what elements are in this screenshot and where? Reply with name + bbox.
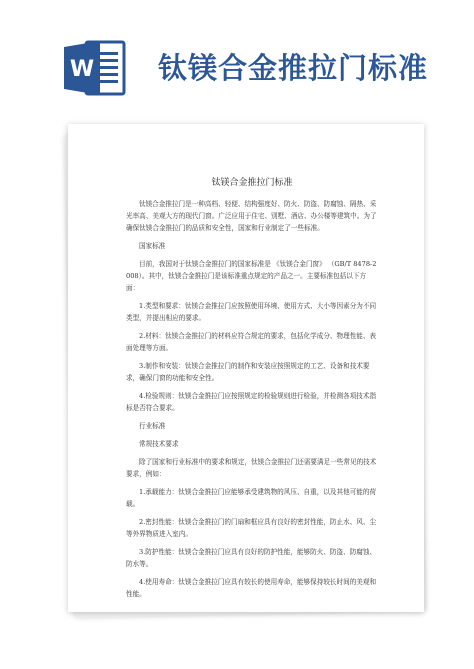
list-item-load: 1.承载能力：钛镁合金推拉门应能够承受建筑物的风压、自重，以及其他可能的荷载。 (126, 488, 377, 508)
paragraph-intro: 钛镁合金推拉门是一种高档、轻便、结构强度好、防火、防盗、防腐蚀、隔热、采光率高、美观大方的现代门窗。广泛应用于住宅、别墅、酒店、办公楼等建筑中。为了确保钛镁合金推拉门的品质和安全性，国家和行业制定了一些标准。 (126, 200, 377, 232)
word-document-icon (62, 38, 128, 98)
section-heading-general: 常规技术要求 (139, 440, 179, 448)
list-item-inspection: 4.检验规则：钛镁合金推拉门应按照规定的检验规则进行检验，并检测各项技术指标是否符合要求。 (126, 392, 377, 412)
paragraph-general-intro: 除了国家和行业标准中的要求和规定，钛镁合金推拉门还需要满足一些常见的技术要求，例如： (126, 458, 377, 478)
section-heading-industry: 行业标准 (139, 422, 166, 430)
header-banner (0, 0, 474, 110)
header-title: 钛镁合金推拉门标准 (158, 51, 429, 85)
svg-text:W: W (69, 57, 95, 82)
list-item-lifespan: 4.使用寿命：钛镁合金推拉门应具有较长的使用寿命，能够保持较长时间的美观和性能。 (126, 578, 377, 598)
list-item-materials: 2.材料：钛镁合金推拉门的材料应符合规定的要求，包括化学成分、物理性能、表面处理等方面。 (126, 332, 377, 352)
document-preview (60, 120, 430, 620)
list-item-protection: 3.防护性能：钛镁合金推拉门应具有良好的防护性能，能够防火、防盗、防腐蚀、防水等。 (126, 548, 377, 568)
list-item-sealing: 2.密封性能：钛镁合金推拉门的门扇和框应具有良好的密封性能，防止水、风、尘等外界物质进入室内。 (126, 518, 377, 538)
section-heading-national: 国家标准 (139, 242, 166, 250)
list-item-manufacture: 3.制作和安装：钛镁合金推拉门的制作和安装应按照规定的工艺、设备和技术要求，确保门窗的功能和安全性。 (126, 362, 370, 382)
paragraph-national-standard: 目前，我国对于钛镁合金推拉门的国家标准是 《钛镁合金门窗》 （GB/T 8478-2008）。其中，钛镁合金推拉门是该标准重点规定的产品之一。主要标准包括以下方面： (126, 260, 377, 292)
document-page (68, 124, 424, 612)
list-item-types: 1.类型和要求：钛镁合金推拉门应按照使用环境、使用方式、大小等因素分为不同类型，并提出相应的要求。 (126, 302, 377, 322)
document-title: 钛镁合金推拉门标准 (211, 178, 293, 188)
document-body (126, 176, 378, 606)
